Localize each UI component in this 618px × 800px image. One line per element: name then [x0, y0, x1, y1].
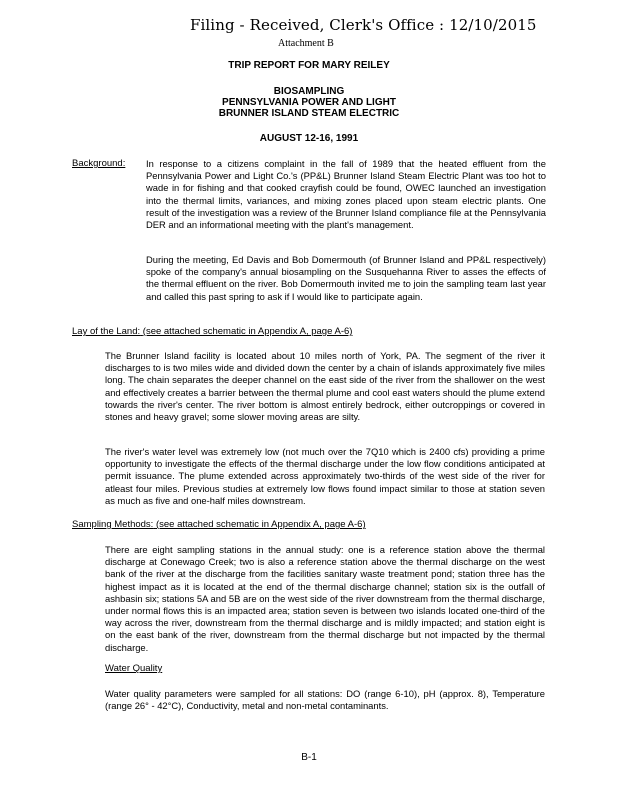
- sampling-methods-heading: [72, 519, 366, 530]
- background-paragraph-1: In response to a citizens complaint in the fall of 1989 that the heated effluent from the Pennsylvania Power and Light Co.'s (PP&L) Brunner Island Steam Electric Plant was too hot to wade in for fishing and that cooked crayfish could be found, OWEC launched an investigation into the thermal limits, variances, and mixing zones placed upon steam electric plants. One result of the investigation was a review of the Brunner Island compliance file at the Pennsylvania DER and an informational meeting with the plant's management.: [146, 158, 546, 231]
- sampling-paragraph-1: There are eight sampling stations in the annual study: one is a reference station above the thermal discharge at Conewago Creek; two is also a reference station above the thermal discharge on the west bank of the river at the discharge from the facilities sanitary waste treatment pond; station three has the highest impact as it is located at the end of the thermal discharge channel; station six is the outfall of ashbasin six; stations 5A and 5B are on the west side of the river downstream from the thermal discharge, under normal flows this is an impacted area; station seven is between two islands located one-third of the way across the river, downstream from the thermal discharge and is mildly impacted; and station eight is on the east bank of the river, downstream from the thermal discharge but not impacted by the thermal discharge.: [105, 544, 545, 653]
- report-title: TRIP REPORT FOR MARY REILEY: [228, 60, 390, 71]
- land-paragraph-1: The Brunner Island facility is located about 10 miles north of York, PA. The segment of the river it discharges to is two miles wide and divided down the center by a chain of islands approximately five miles long. The chain separates the deeper channel on the east side of the river from the shallower on the west and effectively creates a barrier between the thermal plume and cool east waters should the plume extend towards the river's center. The river bottom is almost entirely bedrock, either outcroppings or covered in stones and heavy gravel; some slower moving areas are silty.: [105, 350, 545, 423]
- subtitle-biosampling: BIOSAMPLING: [273, 86, 345, 97]
- land-paragraph-2: The river's water level was extremely low (not much over the 7Q10 which is 2400 cfs) providing a prime opportunity to investigate the effects of the thermal discharge under the low flow conditions anticipated at permit issuance. The plume extended across approximately two-thirds of the west side of the river for atleast four miles. Previous studies at extremely low flows found impact similar to those at station seven as much as five and one-half miles downstream.: [105, 446, 545, 506]
- water-quality-paragraph: Water quality parameters were sampled for all stations: DO (range 6-10), pH (approx. 8), Temperature (range 26° - 42°C), Conductivity, metal and non-metal contaminants.: [105, 688, 545, 712]
- sampling-methods-label: Sampling Methods:: [72, 519, 154, 530]
- filing-stamp: Filing - Received, Clerk's Office : 12/10/2015: [190, 16, 537, 34]
- background-paragraph-2: During the meeting, Ed Davis and Bob Domermouth (of Brunner Island and PP&L respectively) spoke of the company's annual biosampling on the Susquehanna River to asses the effects of the thermal effluent on the river. Bob Domermouth invited me to join the sampling team last year and called this past spring to ask if I would like to participate again.: [146, 254, 546, 302]
- page-number: B-1: [301, 752, 317, 763]
- lay-of-land-label: Lay of the Land:: [72, 326, 141, 337]
- lay-of-land-note: (see attached schematic in Appendix A, page A-6): [142, 326, 353, 337]
- subtitle-company: PENNSYLVANIA POWER AND LIGHT: [222, 97, 396, 108]
- background-heading: Background:: [72, 158, 126, 169]
- attachment-label: Attachment B: [278, 38, 334, 49]
- sampling-methods-note: (see attached schematic in Appendix A, page A-6): [155, 519, 366, 530]
- lay-of-land-heading: [72, 326, 352, 337]
- water-quality-heading: Water Quality: [105, 663, 163, 674]
- subtitle-plant: BRUNNER ISLAND STEAM ELECTRIC: [218, 108, 400, 119]
- report-date: AUGUST 12-16, 1991: [259, 133, 359, 144]
